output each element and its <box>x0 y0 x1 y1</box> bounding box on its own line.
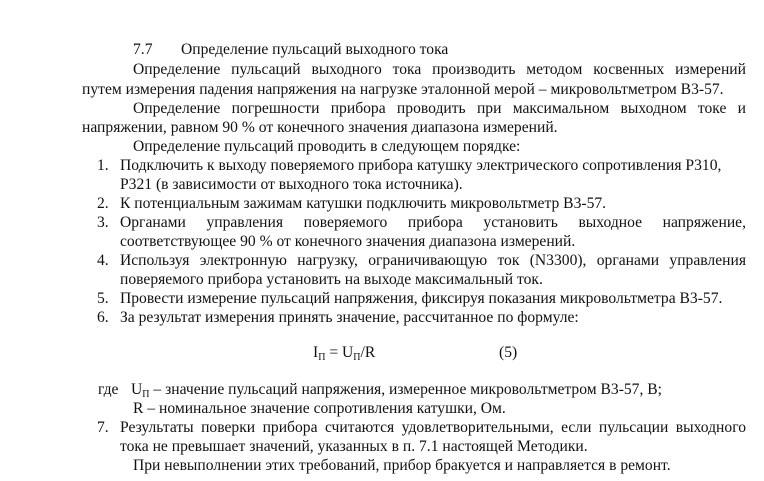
step-text: тока не превышает значений, указанных в п. 7.1 настоящей Методики. <box>120 438 588 455</box>
step-text: Используя электронную нагрузку, ограничивающую ток (N3300), органами управления <box>120 252 746 269</box>
step-number: 2. <box>97 195 109 212</box>
where-voltage-subscript: П <box>142 389 150 400</box>
section-title: Определение пульсаций выходного тока <box>181 41 449 58</box>
step-number: 5. <box>97 290 109 307</box>
formula <box>313 343 375 363</box>
step-text: Органами управления поверяемого прибора установить выходное напряжение, <box>120 214 746 231</box>
formula-number: (5) <box>499 344 518 361</box>
step-text: Провести измерение пульсаций напряжения, фиксируя показания микровольтметра В3-57. <box>120 290 723 307</box>
closing-paragraph: При невыполнении этих требований, прибор бракуется и направляется в ремонт. <box>133 457 671 474</box>
formula-current-symbol: I <box>313 344 319 361</box>
step-text: Р321 (в зависимости от выходного тока источника). <box>120 176 463 193</box>
intro-p1-line1: Определение пульсаций выходного тока производить методом косвенных измерений <box>133 61 746 78</box>
section-number: 7.7 <box>133 41 153 58</box>
step-text: За результат измерения принять значение, рассчитанное по формуле: <box>120 309 579 326</box>
step-number: 6. <box>97 309 109 326</box>
step-text: поверяемого прибора установить на выходе максимальный ток. <box>120 271 543 288</box>
intro-p1-line2: путем измерения падения напряжения на нагрузке эталонной мерой – микровольтметром В3-57. <box>82 81 724 98</box>
step-text: К потенциальным зажимам катушки подключить микровольтметр В3-57. <box>120 195 607 212</box>
step-text: Подключить к выходу поверяемого прибора катушку электрического сопротивления Р310, <box>120 157 722 174</box>
intro-p2-line1: Определение погрешности прибора проводить при максимальном выходном токе и <box>133 100 746 117</box>
formula-divide-resistance: /R <box>360 344 376 361</box>
step-number: 3. <box>97 214 109 231</box>
where-voltage-symbol: U <box>131 381 143 398</box>
step-number: 1. <box>97 157 109 174</box>
where-voltage-description: – значение пульсаций напряжения, измеренное микровольтметром В3-57, В; <box>149 381 663 398</box>
step-text: Результаты поверки прибора считаются удовлетворительными, если пульсации выходного <box>120 419 746 436</box>
formula-current-subscript: П <box>318 352 326 363</box>
intro-p3: Определение пульсаций проводить в следующем порядке: <box>133 138 521 155</box>
step-number: 4. <box>97 252 109 269</box>
formula-voltage-subscript: П <box>353 352 361 363</box>
step-number: 7. <box>97 419 109 436</box>
intro-p2-line2: напряжении, равном 90 % от конечного значения диапазона измерений. <box>82 119 558 136</box>
where-line-2: R – номинальное значение сопротивления катушки, Ом. <box>133 400 506 417</box>
where-word: где <box>98 381 119 398</box>
step-text: соответствующее 90 % от конечного значения диапазона измерений. <box>120 233 576 250</box>
where-line-1 <box>131 380 662 400</box>
formula-equals-voltage: = U <box>325 344 354 361</box>
